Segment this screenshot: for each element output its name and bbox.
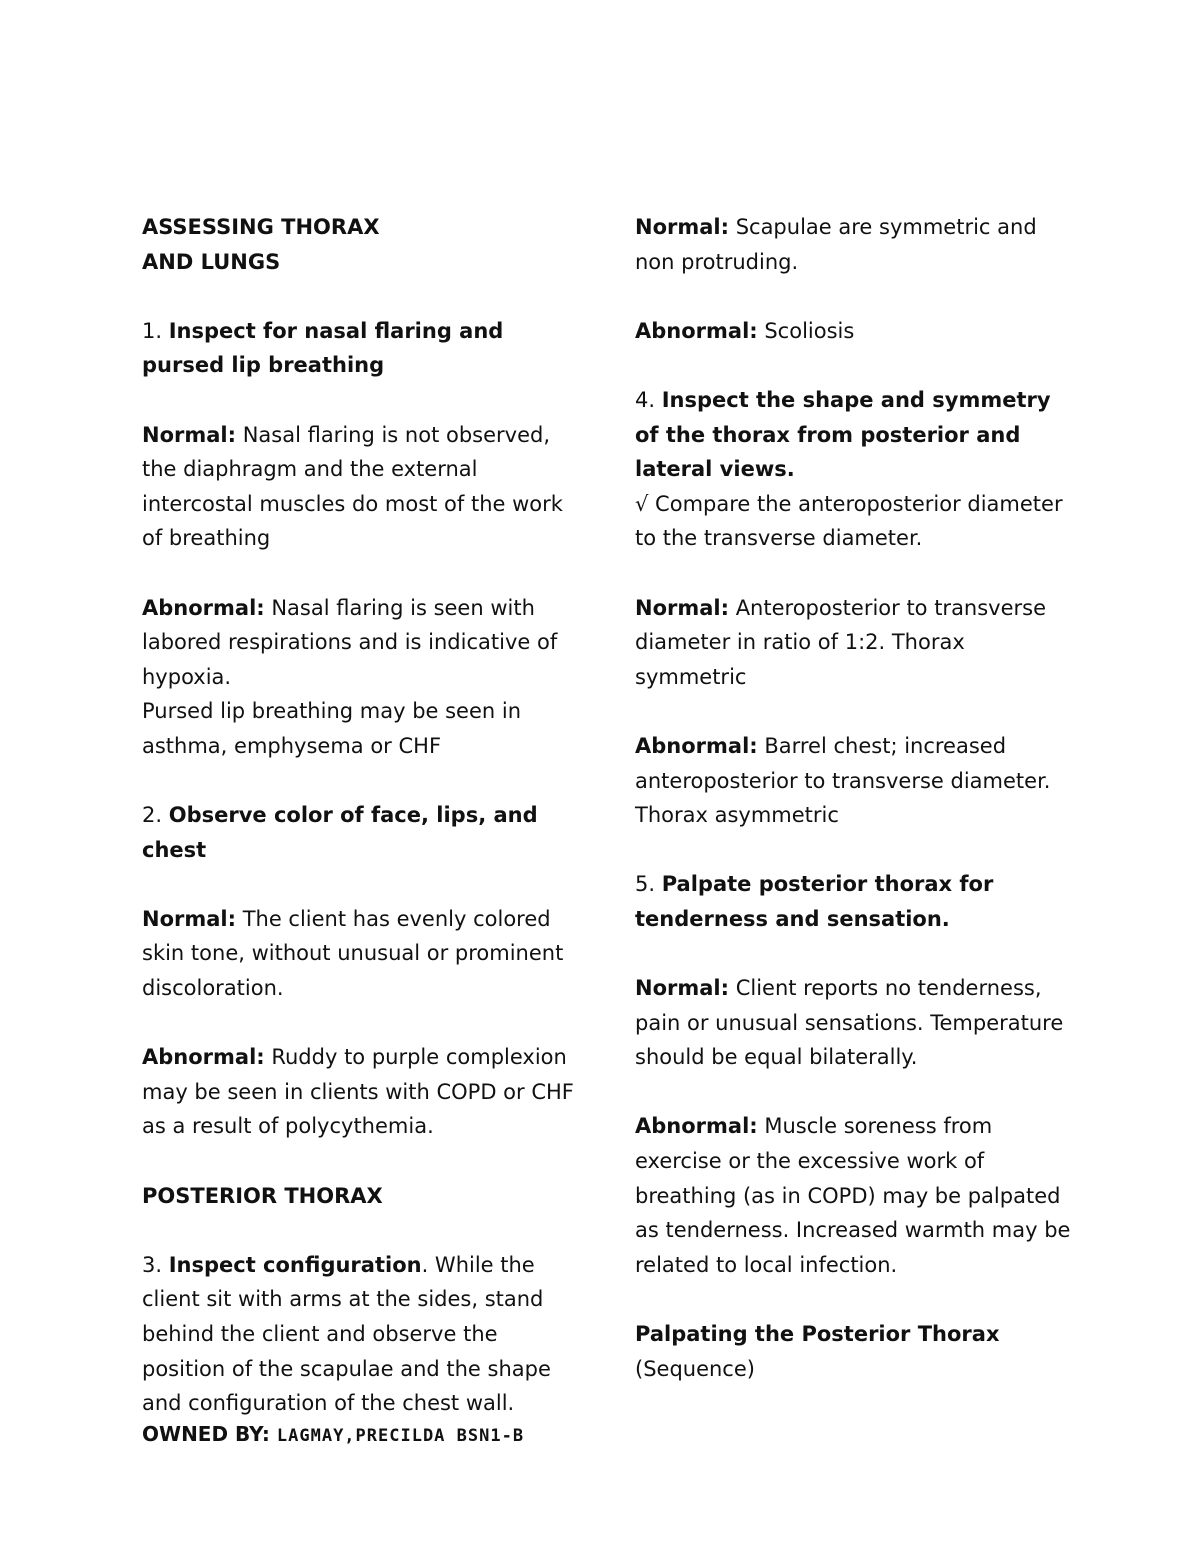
right-column xyxy=(635,210,1075,1386)
item-1-extra: Pursed lip breathing may be seen in asthma, emphysema or CHF xyxy=(142,699,522,758)
item-2-abnormal: Abnormal: Ruddy to purple complexion may be seen in clients with COPD or CHF as a result of polycythemia. xyxy=(142,1045,574,1139)
item-3-abnormal: Abnormal: Scoliosis xyxy=(635,318,855,343)
footer-label: OWNED BY: xyxy=(142,1422,277,1446)
left-column xyxy=(142,210,582,1421)
item-4-normal: Normal: Anteroposterior to transverse diameter in ratio of 1:2. Thorax symmetric xyxy=(635,595,1047,689)
item-4-check: √ Compare the anteroposterior diameter to the transverse diameter. xyxy=(635,491,1063,551)
palpating-heading: Palpating the Posterior Thorax xyxy=(635,1322,1000,1346)
item-5-heading: 5. Palpate posterior thorax for tenderness and sensation. xyxy=(635,872,994,931)
item-4-abnormal: Abnormal: Barrel chest; increased anteroposterior to transverse diameter. Thorax asymmetric xyxy=(635,733,1051,828)
item-4-heading: 4. Inspect the shape and symmetry of the thorax from posterior and lateral views. xyxy=(635,387,1051,482)
section-heading-posterior-thorax: POSTERIOR THORAX xyxy=(142,1183,383,1208)
item-5-normal: Normal: Client reports no tenderness, pain or unusual sensations. Temperature should be equal bilaterally. xyxy=(635,976,1064,1070)
title-line-2: AND LUNGS xyxy=(142,249,281,274)
item-1-heading: 1. Inspect for nasal flaring and pursed lip breathing xyxy=(142,318,504,378)
item-1-normal: Normal: Nasal flaring is not observed, the diaphragm and the external intercostal muscles do most of the work of breathing xyxy=(142,422,563,551)
item-2-normal: Normal: The client has evenly colored skin tone, without unusual or prominent discoloration. xyxy=(142,906,564,1001)
footer-owner-name: LAGMAY,PRECILDA BSN1-B xyxy=(276,1426,525,1446)
footer-owner xyxy=(142,1422,524,1446)
title-line-1: ASSESSING THORAX xyxy=(142,215,380,239)
item-3-normal: Normal: Scapulae are symmetric and non protruding. xyxy=(635,215,1037,274)
document-title xyxy=(142,210,582,279)
item-2-heading: 2. Observe color of face, lips, and chest xyxy=(142,803,538,862)
item-3-heading: 3. Inspect configuration. While the client sit with arms at the sides, stand behind the client and observe the position of the scapulae and the shape and configuration of the chest wall. xyxy=(142,1252,551,1416)
item-1-abnormal: Abnormal: Nasal flaring is seen with labored respirations and is indicative of hypoxia. xyxy=(142,595,558,689)
item-5-abnormal: Abnormal: Muscle soreness from exercise or the excessive work of breathing (as in COPD) may be palpated as tenderness. Increased warmth may be related to local infection. xyxy=(635,1114,1071,1277)
palpating-subheading: (Sequence) xyxy=(635,1356,755,1381)
